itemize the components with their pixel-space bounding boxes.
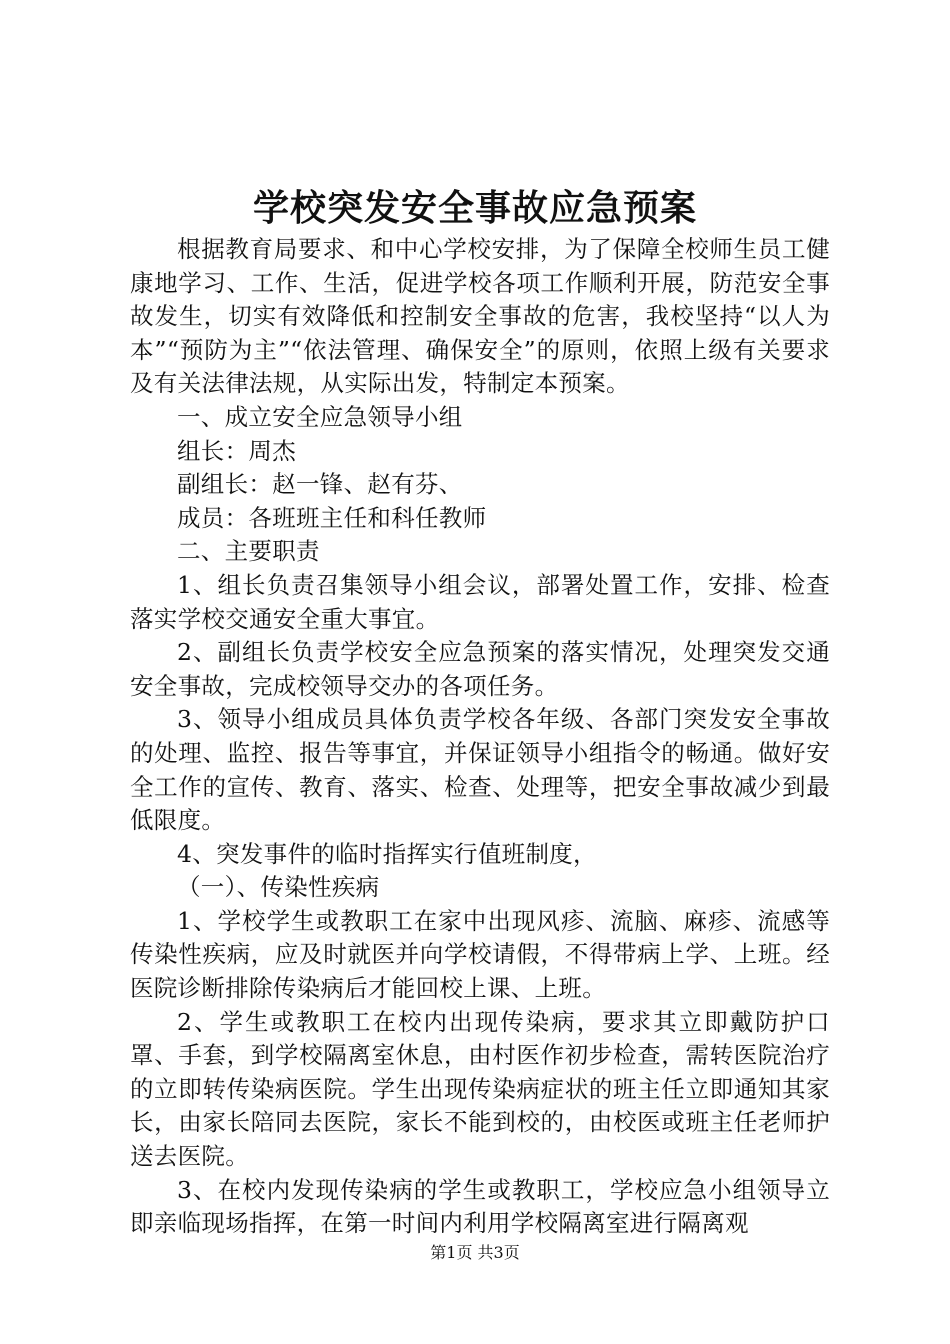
paragraph: 副组长：赵一锋、赵有芬、 bbox=[177, 470, 463, 499]
paragraph: 根据教育局要求、和中心学校安排，为了保障全校师生员工健康地学习、工作、生活，促进学校各项工作顺利开展，防范安全事故发生，切实有效降低和控制安全事故的危害，我校坚持“以人为本”“预防为主”“依法管理、确保安全”的原则，依照上级有关要求及有关法律法规，从实际出发，特制定本预案。 bbox=[130, 235, 830, 398]
paragraph: 1、学校学生或教职工在家中出现风疹、流脑、麻疹、流感等传染性疾病，应及时就医并向学校请假，不得带病上学、上班。经医院诊断排除传染病后才能回校上课、上班。 bbox=[130, 906, 830, 1003]
paragraph: 1、组长负责召集领导小组会议，部署处置工作，安排、检查落实学校交通安全重大事宜。 bbox=[130, 570, 830, 633]
paragraph: 组长：周杰 bbox=[177, 436, 296, 465]
section-heading: 二、主要职责 bbox=[177, 537, 320, 566]
paragraph: 成员：各班班主任和科任教师 bbox=[177, 503, 487, 532]
paragraph: 3、领导小组成员具体负责学校各年级、各部门突发安全事故的处理、监控、报告等事宜，并保证领导小组指令的畅通。做好安全工作的宣传、教育、落实、检查、处理等，把安全事故减少到最低限度。 bbox=[130, 705, 830, 835]
paragraph: 2、学生或教职工在校内出现传染病，要求其立即戴防护口罩、手套，到学校隔离室休息，由村医作初步检查，需转医院治疗的立即转传染病医院。学生出现传染病症状的班主任立即通知其家长，由家长陪同去医院，家长不能到校的，由校医或班主任老师护送去医院。 bbox=[130, 1007, 830, 1171]
document-body bbox=[130, 233, 830, 1241]
paragraph: 4、突发事件的临时指挥实行值班制度， bbox=[177, 839, 597, 868]
document-title: 学校突发安全事故应急预案 bbox=[252, 188, 697, 229]
page-number-footer: 第1页 共3页 bbox=[430, 1243, 520, 1262]
paragraph: 3、在校内发现传染病的学生或教职工，学校应急小组领导立即亲临现场指挥，在第一时间内利用学校隔离室进行隔离观 bbox=[130, 1175, 830, 1238]
paragraph: 2、副组长负责学校安全应急预案的落实情况，处理突发交通安全事故，完成校领导交办的各项任务。 bbox=[130, 638, 830, 700]
subsection-heading: （一）、传染性疾病 bbox=[177, 873, 380, 902]
section-heading: 一、成立安全应急领导小组 bbox=[177, 402, 463, 431]
